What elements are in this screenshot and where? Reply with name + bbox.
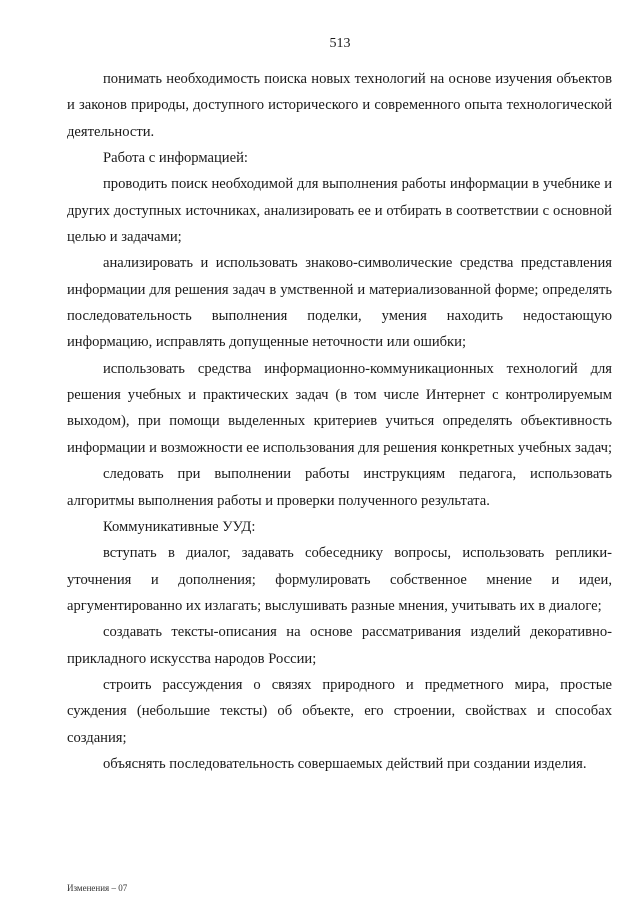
paragraph: использовать средства информационно-коммуникационных технологий для решения учебных и практических задач (в том числе Интернет с контролируемым выходом), при помощи выделенных критериев учиться определять объективность информации и возможности ее использования для решения конкретных учебных задач;: [67, 360, 613, 456]
paragraph: анализировать и использовать знаково-символические средства представления информации для решения задач в умственной и материализованной форме; определять последовательность выполнения поделки, умения находить недостающую информацию, исправлять допущенные неточности или ошибки;: [67, 255, 612, 351]
paragraph: следовать при выполнении работы инструкциям педагога, использовать алгоритмы выполнения работы и проверки полученного результата.: [67, 466, 612, 509]
paragraph: понимать необходимость поиска новых технологий на основе изучения объектов и законов природы, доступного исторического и современного опыта технологической деятельности.: [67, 71, 612, 140]
section-heading: Коммуникативные УУД:: [103, 518, 256, 535]
footer-note: Изменения – 07: [67, 883, 128, 893]
body-text: [67, 66, 612, 777]
page-number: 513: [329, 36, 351, 51]
paragraph: проводить поиск необходимой для выполнения работы информации в учебнике и других доступных источниках, анализировать ее и отбирать в соответствии с основной целью и задачами;: [67, 176, 612, 246]
paragraph: объяснять последовательность совершаемых действий при создании изделия.: [103, 755, 587, 772]
paragraph: строить рассуждения о связях природного и предметного мира, простые суждения (небольшие тексты) об объекте, его строении, свойствах и способах создания;: [67, 676, 612, 746]
section-heading: Работа с информацией:: [103, 150, 248, 167]
paragraph: вступать в диалог, задавать собеседнику вопросы, использовать реплики-уточнения и дополнения; формулировать собственное мнение и идеи, аргументированно их излагать; выслушивать разные мнения, учитывать их в диалоге;: [67, 545, 612, 614]
paragraph: создавать тексты-описания на основе рассматривания изделий декоративно-прикладного искусства народов России;: [67, 624, 612, 667]
